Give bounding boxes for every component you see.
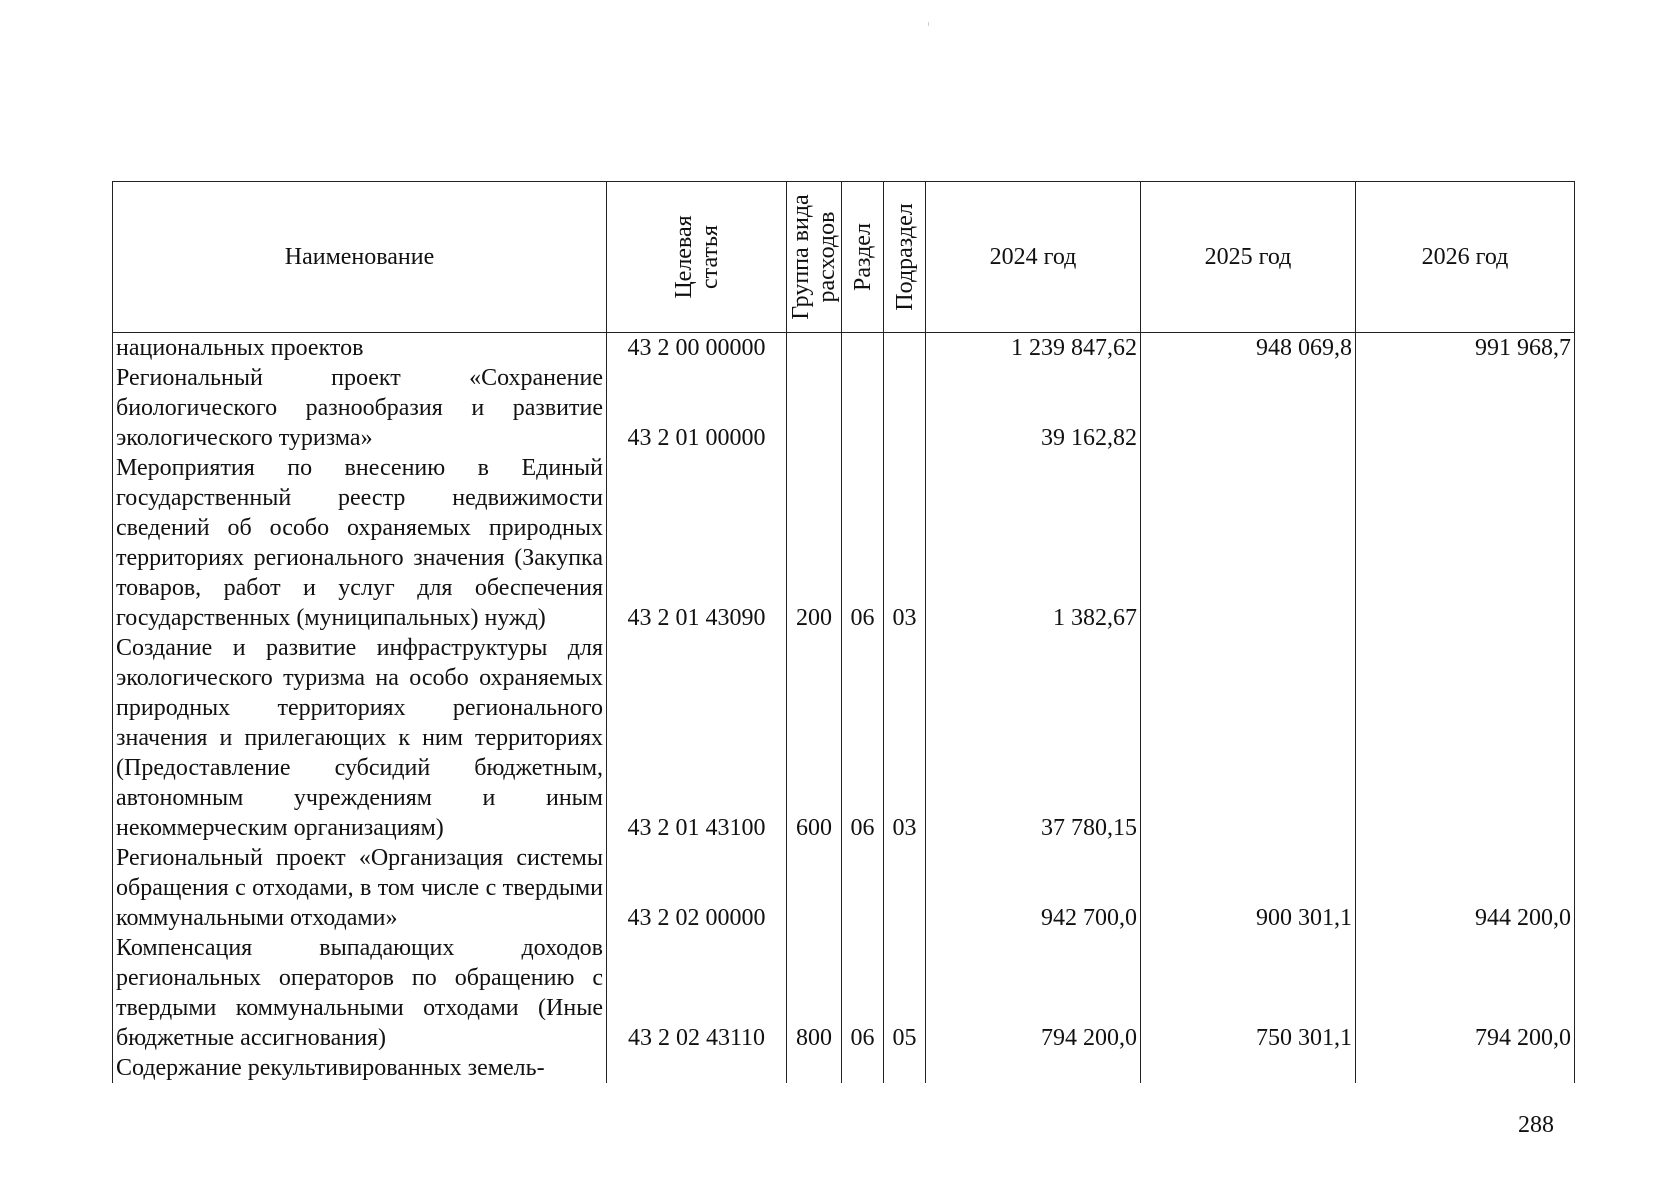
header-section: Раздел — [842, 182, 884, 333]
row-name: Региональный проект «Сохранение биологического разнообразия и развитие экологического туризма» — [113, 363, 607, 453]
row-2026: 944 200,0 — [1356, 843, 1575, 933]
row-2026 — [1356, 633, 1575, 843]
row-subsection: 03 — [884, 633, 926, 843]
row-2026: 991 968,7 — [1356, 333, 1575, 364]
header-group-line2: расходов — [814, 211, 840, 303]
row-section: 06 — [842, 933, 884, 1053]
row-2025 — [1141, 1053, 1356, 1083]
row-expense-group — [787, 843, 842, 933]
table-row — [113, 453, 1575, 633]
table-row — [113, 1053, 1575, 1083]
header-expense-group — [787, 182, 842, 333]
row-subsection: 03 — [884, 453, 926, 633]
row-target-code: 43 2 02 43110 — [607, 933, 787, 1053]
table-header-row — [113, 182, 1575, 333]
row-target-code: 43 2 01 43100 — [607, 633, 787, 843]
row-2025 — [1141, 363, 1356, 453]
header-target-line1: Целевая — [670, 215, 697, 299]
row-2025: 948 069,8 — [1141, 333, 1356, 364]
row-2024: 1 382,67 — [926, 453, 1141, 633]
row-name: Создание и развитие инфраструктуры для экологического туризма на особо охраняемых природных территориях регионального значения и прилегающих к ним территориях (Предоставление субсидий бюджетным, автономным учреждениям и иным некоммерческим организациям) — [113, 633, 607, 843]
row-2026 — [1356, 363, 1575, 453]
table-row — [113, 843, 1575, 933]
table-row — [113, 633, 1575, 843]
row-section — [842, 363, 884, 453]
budget-table — [112, 181, 1575, 1083]
row-subsection — [884, 363, 926, 453]
table-row — [113, 333, 1575, 364]
header-target-article — [607, 182, 787, 333]
row-2025: 900 301,1 — [1141, 843, 1356, 933]
header-2024: 2024 год — [926, 182, 1141, 333]
row-target-code: 43 2 01 00000 — [607, 363, 787, 453]
row-expense-group — [787, 363, 842, 453]
row-target-code — [607, 1053, 787, 1083]
row-2026: 794 200,0 — [1356, 933, 1575, 1053]
header-group-line1: Группа вида — [788, 194, 814, 320]
row-name: национальных проектов — [113, 333, 607, 364]
row-expense-group — [787, 1053, 842, 1083]
row-expense-group: 800 — [787, 933, 842, 1053]
row-section — [842, 333, 884, 364]
row-2025 — [1141, 633, 1356, 843]
row-name: Мероприятия по внесению в Единый государственный реестр недвижимости сведений об особо охраняемых природных территориях регионального значения (Закупка товаров, работ и услуг для обеспечения государственных (муниципальных) нужд) — [113, 453, 607, 633]
header-subsection: Подраздел — [884, 182, 926, 333]
header-target-line2: статья — [696, 225, 723, 289]
row-name: Содержание рекультивированных земель- — [113, 1053, 607, 1083]
row-expense-group: 600 — [787, 633, 842, 843]
row-2024: 794 200,0 — [926, 933, 1141, 1053]
row-target-code: 43 2 01 43090 — [607, 453, 787, 633]
row-2024: 1 239 847,62 — [926, 333, 1141, 364]
header-2025: 2025 год — [1141, 182, 1356, 333]
row-2024: 39 162,82 — [926, 363, 1141, 453]
row-name: Компенсация выпадающих доходов региональных операторов по обращению с твердыми коммунальными отходами (Иные бюджетные ассигнования) — [113, 933, 607, 1053]
row-subsection — [884, 1053, 926, 1083]
row-target-code: 43 2 02 00000 — [607, 843, 787, 933]
row-section — [842, 843, 884, 933]
header-name: Наименование — [113, 182, 607, 333]
row-2024 — [926, 1053, 1141, 1083]
row-subsection: 05 — [884, 933, 926, 1053]
row-expense-group — [787, 333, 842, 364]
row-name: Региональный проект «Организация системы обращения с отходами, в том числе с твердыми коммунальными отходами» — [113, 843, 607, 933]
row-2024: 942 700,0 — [926, 843, 1141, 933]
row-section: 06 — [842, 453, 884, 633]
row-expense-group: 200 — [787, 453, 842, 633]
table-row — [113, 933, 1575, 1053]
row-target-code: 43 2 00 00000 — [607, 333, 787, 364]
table-row — [113, 363, 1575, 453]
row-subsection — [884, 843, 926, 933]
row-2026 — [1356, 1053, 1575, 1083]
row-subsection — [884, 333, 926, 364]
row-section: 06 — [842, 633, 884, 843]
row-section — [842, 1053, 884, 1083]
page-number: 288 — [1518, 1112, 1554, 1138]
row-2026 — [1356, 453, 1575, 633]
row-2025: 750 301,1 — [1141, 933, 1356, 1053]
header-2026: 2026 год — [1356, 182, 1575, 333]
row-2025 — [1141, 453, 1356, 633]
scan-artifact — [928, 22, 929, 26]
row-2024: 37 780,15 — [926, 633, 1141, 843]
